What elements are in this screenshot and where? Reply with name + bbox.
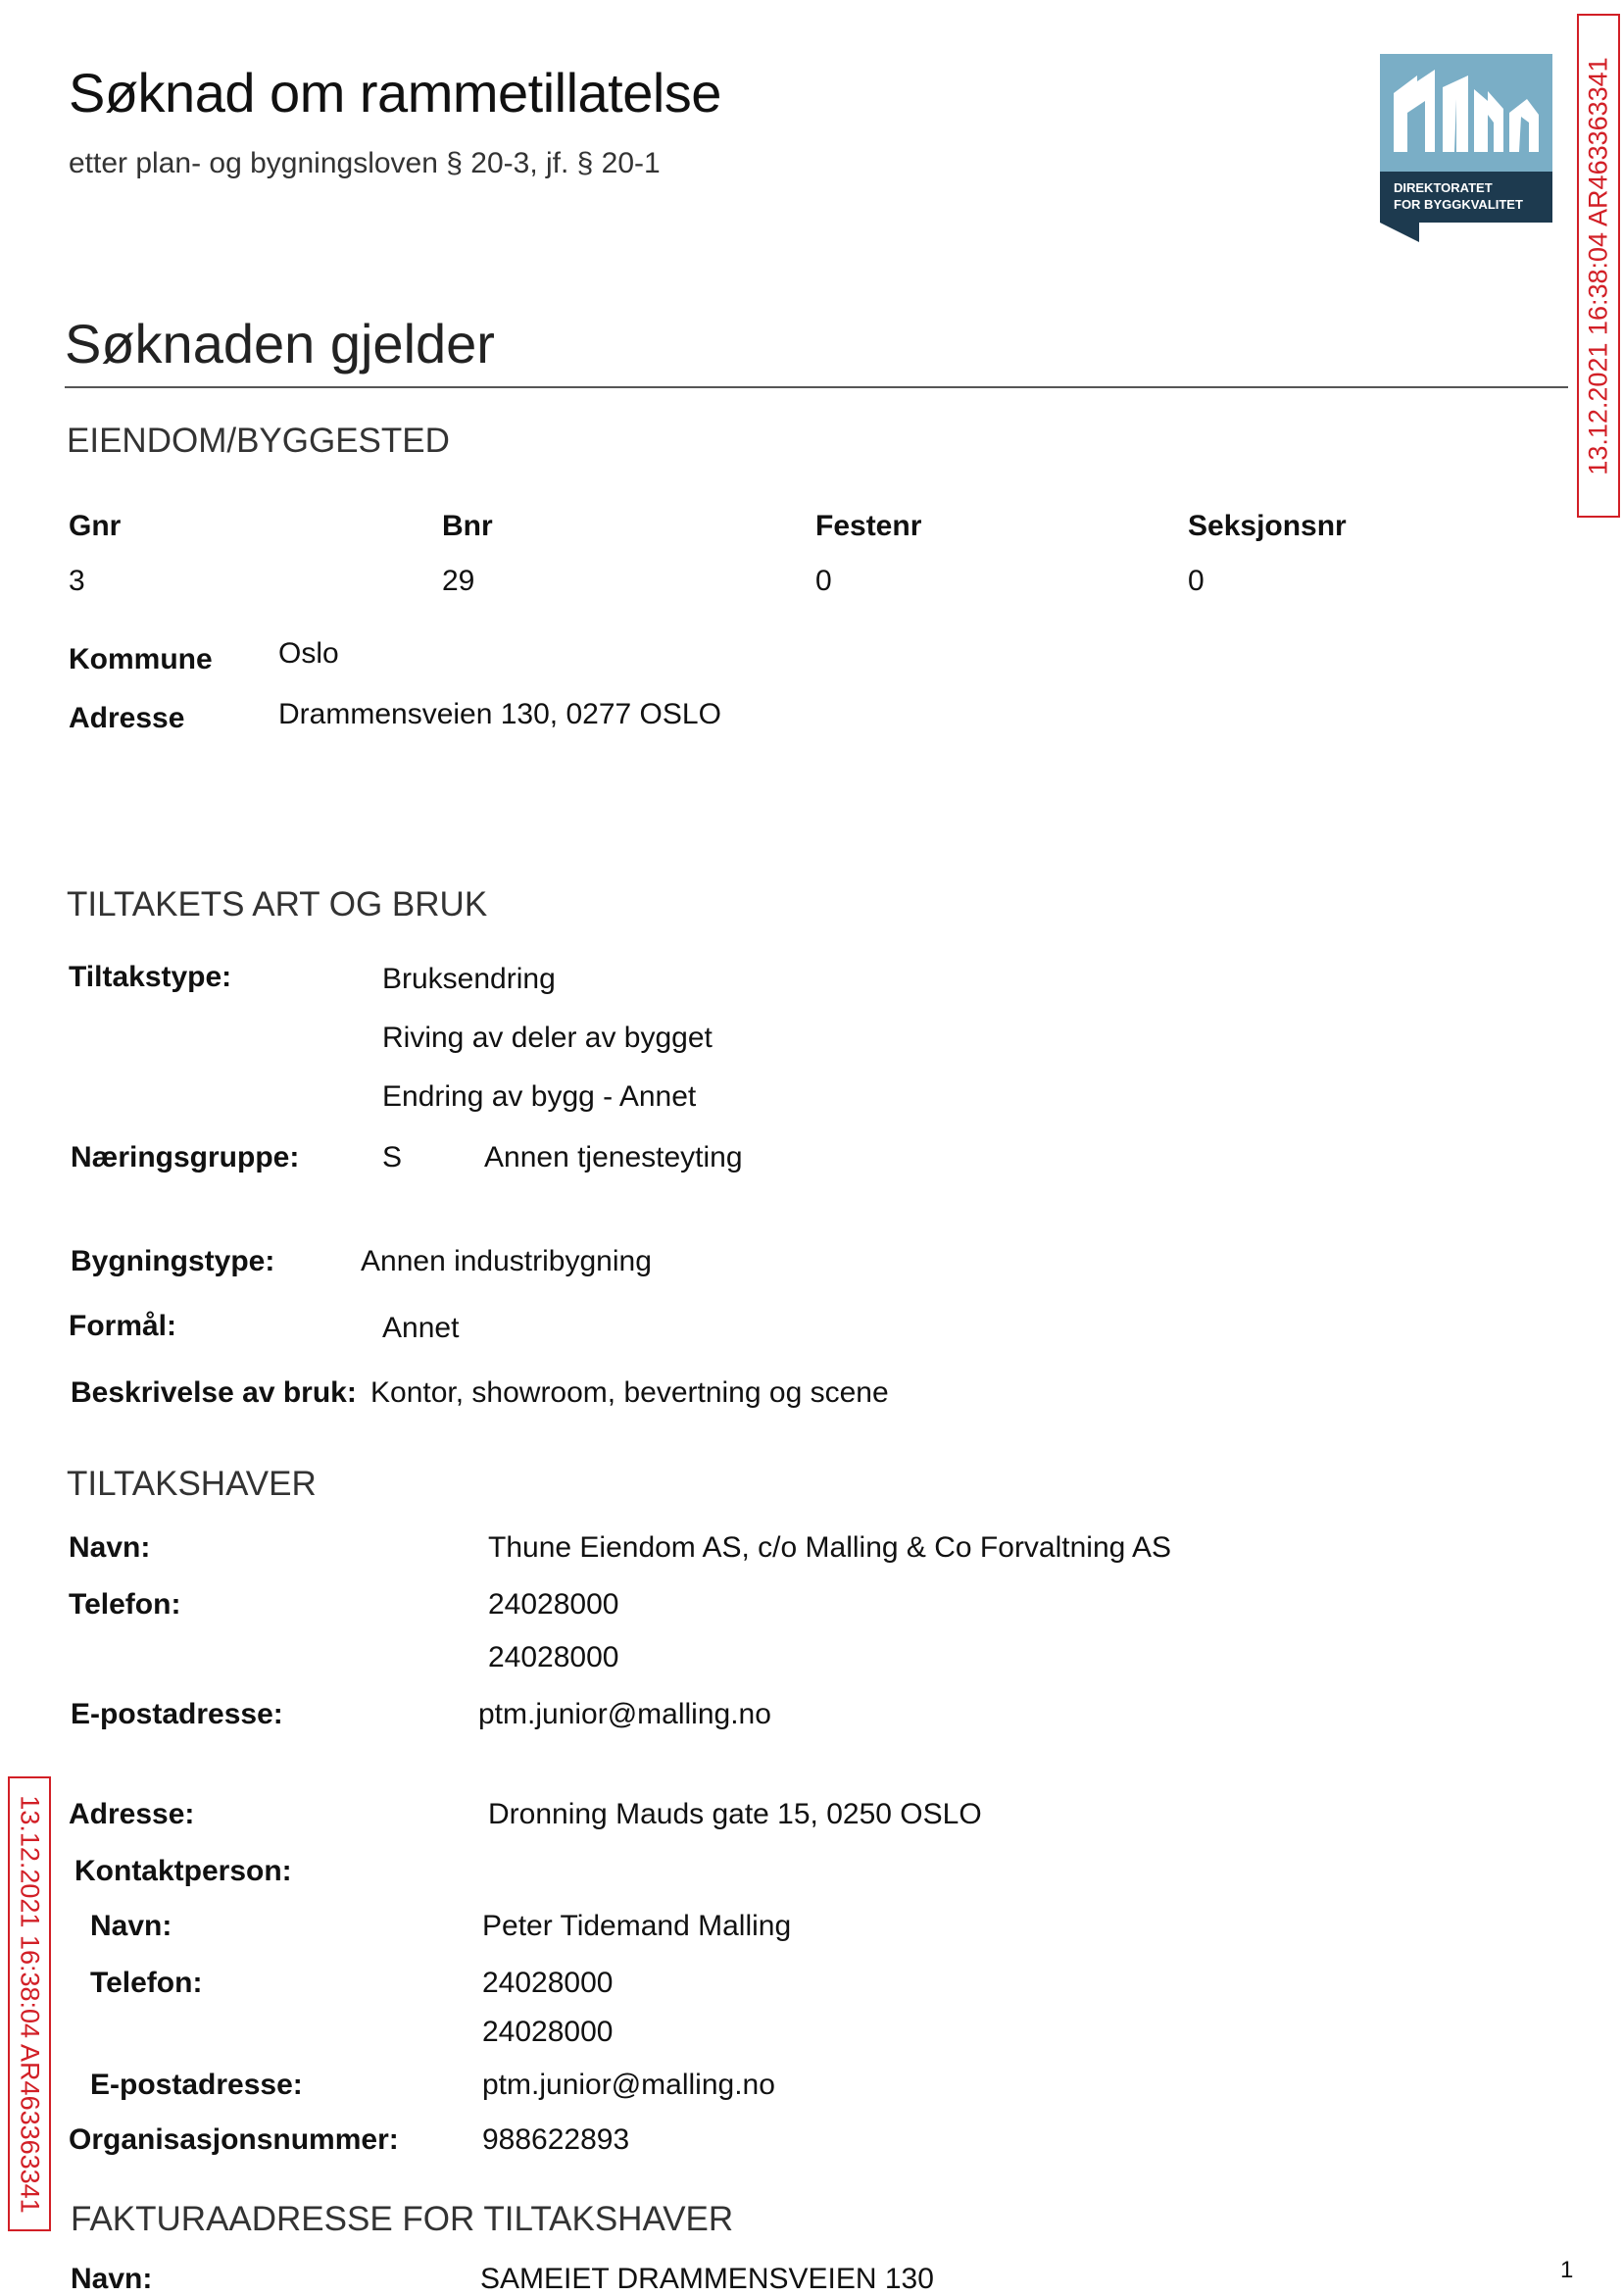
beskrivelse-value: Kontor, showroom, bevertning og scene bbox=[370, 1376, 889, 1409]
faktura-navn-label: Navn: bbox=[71, 2263, 153, 2295]
naeringsgruppe-label: Næringsgruppe: bbox=[71, 1141, 300, 1173]
formal-label: Formål: bbox=[69, 1310, 177, 1342]
kontakt-epost-value: ptm.junior@malling.no bbox=[482, 2069, 775, 2101]
seksjonsnr-value: 0 bbox=[1188, 565, 1205, 597]
dibk-logo-icon bbox=[1380, 54, 1552, 242]
tiltakshaver-navn-label: Navn: bbox=[69, 1531, 151, 1564]
document-title: Søknad om rammetillatelse bbox=[69, 62, 721, 124]
orgnr-value: 988622893 bbox=[482, 2123, 630, 2156]
document-subtitle: etter plan- og bygningsloven § 20-3, jf. § 20-1 bbox=[69, 147, 661, 179]
faktura-heading: FAKTURAADRESSE FOR TILTAKSHAVER bbox=[71, 2200, 734, 2238]
bnr-label: Bnr bbox=[442, 510, 493, 542]
bnr-value: 29 bbox=[442, 565, 475, 597]
adresse-label: Adresse bbox=[69, 702, 185, 734]
kontakt-telefon-value-2: 24028000 bbox=[482, 2016, 614, 2048]
tiltakstype-item: Riving av deler av bygget bbox=[382, 1022, 713, 1054]
eiendom-heading: EIENDOM/BYGGESTED bbox=[67, 422, 450, 460]
naeringsgruppe-code: S bbox=[382, 1141, 403, 1173]
gnr-label: Gnr bbox=[69, 510, 122, 542]
tiltakshaver-adresse-value: Dronning Mauds gate 15, 0250 OSLO bbox=[488, 1798, 982, 1830]
stamp-text: 13.12.2021 16:38:04 AR463363341 bbox=[15, 1794, 45, 2214]
kommune-value: Oslo bbox=[278, 637, 339, 670]
section-heading: Søknaden gjelder bbox=[65, 313, 495, 374]
kommune-label: Kommune bbox=[69, 643, 213, 675]
beskrivelse-label: Beskrivelse av bruk: bbox=[71, 1376, 357, 1409]
tiltak-heading: TILTAKETS ART OG BRUK bbox=[67, 885, 488, 923]
formal-value: Annet bbox=[382, 1312, 460, 1344]
tiltakshaver-navn-value: Thune Eiendom AS, c/o Malling & Co Forvaltning AS bbox=[488, 1531, 1172, 1564]
tiltakshaver-epost-label: E-postadresse: bbox=[71, 1698, 283, 1730]
naeringsgruppe-text: Annen tjenesteyting bbox=[484, 1141, 743, 1173]
logo-line-1: DIREKTORATET bbox=[1394, 180, 1493, 195]
archive-stamp-right bbox=[1577, 14, 1620, 518]
tiltakshaver-telefon-label: Telefon: bbox=[69, 1588, 181, 1621]
gnr-value: 3 bbox=[69, 565, 85, 597]
bygningstype-label: Bygningstype: bbox=[71, 1245, 275, 1277]
kontakt-epost-label: E-postadresse: bbox=[90, 2069, 303, 2101]
logo-line-2: FOR BYGGKVALITET bbox=[1394, 197, 1523, 212]
page-number: 1 bbox=[1560, 2257, 1574, 2283]
tiltakshaver-adresse-label: Adresse: bbox=[69, 1798, 195, 1830]
archive-stamp-left bbox=[8, 1776, 51, 2231]
festenr-label: Festenr bbox=[815, 510, 922, 542]
festenr-value: 0 bbox=[815, 565, 832, 597]
kontakt-navn-value: Peter Tidemand Malling bbox=[482, 1910, 792, 1942]
seksjonsnr-label: Seksjonsnr bbox=[1188, 510, 1347, 542]
kontakt-telefon-value: 24028000 bbox=[482, 1967, 614, 1999]
tiltakshaver-epost-value: ptm.junior@malling.no bbox=[478, 1698, 771, 1730]
kontaktperson-label: Kontaktperson: bbox=[74, 1855, 292, 1887]
tiltakshaver-telefon-value-2: 24028000 bbox=[488, 1641, 619, 1673]
bygningstype-value: Annen industribygning bbox=[361, 1245, 652, 1277]
tiltakshaver-telefon-value: 24028000 bbox=[488, 1588, 619, 1621]
stamp-text: 13.12.2021 16:38:04 AR463363341 bbox=[1583, 56, 1613, 475]
kontakt-telefon-label: Telefon: bbox=[90, 1967, 203, 1999]
orgnr-label: Organisasjonsnummer: bbox=[69, 2123, 399, 2156]
adresse-value: Drammensveien 130, 0277 OSLO bbox=[278, 698, 721, 730]
kontakt-navn-label: Navn: bbox=[90, 1910, 172, 1942]
tiltakstype-label: Tiltakstype: bbox=[69, 961, 232, 993]
tiltakshaver-heading: TILTAKSHAVER bbox=[67, 1465, 317, 1503]
tiltakstype-item: Bruksendring bbox=[382, 963, 556, 995]
tiltakstype-item: Endring av bygg - Annet bbox=[382, 1080, 697, 1113]
faktura-navn-value: SAMEIET DRAMMENSVEIEN 130 bbox=[480, 2263, 934, 2295]
section-divider bbox=[65, 386, 1568, 388]
